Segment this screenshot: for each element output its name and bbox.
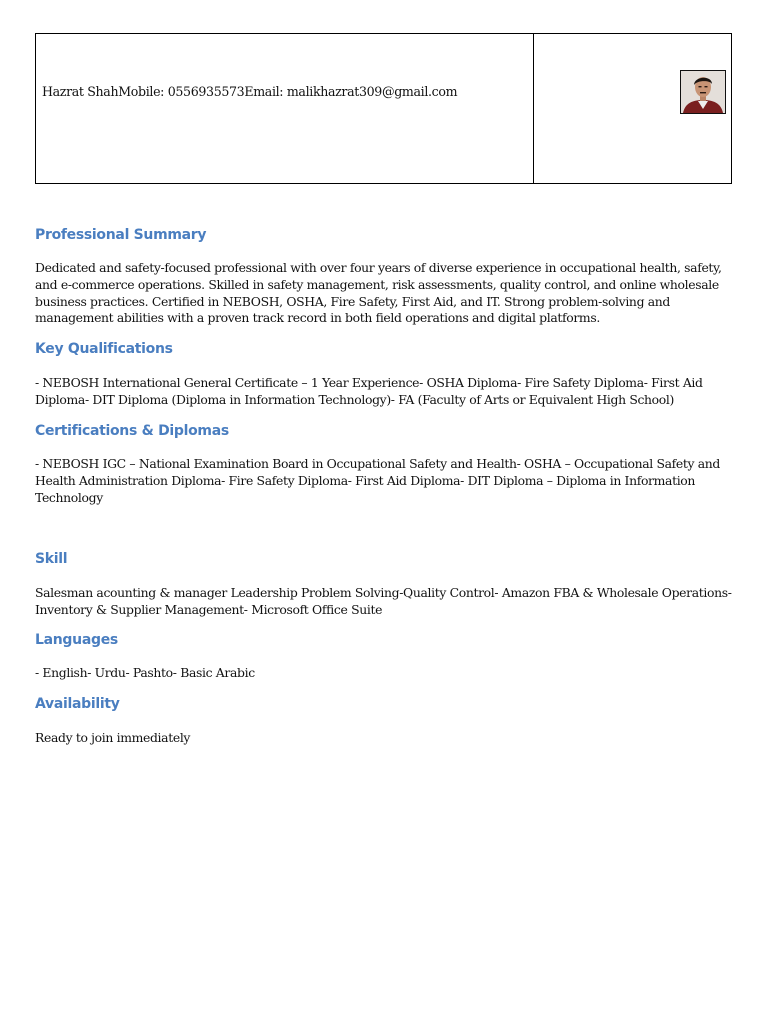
professional-summary-heading: Professional Summary [35, 227, 207, 243]
header-photo-cell [534, 34, 731, 183]
skill-text: Salesman acounting & manager Leadership Problem Solving-Quality Control- Amazon FBA & Wholesale Operations- Inventory & Supplier Management- Microsoft Office Suite [35, 585, 732, 617]
key-qualifications-section [35, 340, 732, 409]
certifications-heading: Certifications & Diplomas [35, 423, 229, 439]
languages-heading: Languages [35, 632, 118, 648]
certifications-text: - NEBOSH IGC – National Examination Board in Occupational Safety and Health- OSHA – Occupational Safety and Health Administration Diploma- Fire Safety Diploma- First Aid Diploma- DIT Diploma – Diploma in Information Technology [35, 456, 721, 505]
availability-heading: Availability [35, 696, 120, 712]
key-qualifications-heading: Key Qualifications [35, 341, 173, 357]
languages-text: - English- Urdu- Pashto- Basic Arabic [35, 665, 255, 680]
skill-section [35, 550, 732, 619]
professional-summary-text: Dedicated and safety-focused professional with over four years of diverse experience in occupational health, safety, and e-commerce operations. Skilled in safety management, risk assessments, quality control, and online wholesale business practices. Certified in NEBOSH, OSHA, Fire Safety, First Aid, and IT. Strong problem-solving and management abilities with a proven track record in both field operations and digital platforms. [35, 260, 722, 326]
contact-line: Hazrat ShahMobile: 0556935573Email: malikhazrat309@gmail.com [42, 84, 458, 99]
professional-summary-section [35, 226, 732, 327]
profile-photo [680, 70, 726, 114]
header-contact-cell [36, 34, 534, 183]
resume-page [35, 33, 732, 745]
key-qualifications-text: - NEBOSH International General Certificate – 1 Year Experience- OSHA Diploma- Fire Safety Diploma- First Aid Diploma- DIT Diploma (Diploma in Information Technology)- FA (Faculty of Arts or Equivalent High School) [35, 375, 703, 407]
header-table [35, 33, 732, 184]
availability-text: Ready to join immediately [35, 730, 191, 745]
skill-heading: Skill [35, 551, 68, 567]
availability-section [35, 695, 732, 747]
certifications-section [35, 422, 732, 506]
languages-section [35, 631, 732, 682]
